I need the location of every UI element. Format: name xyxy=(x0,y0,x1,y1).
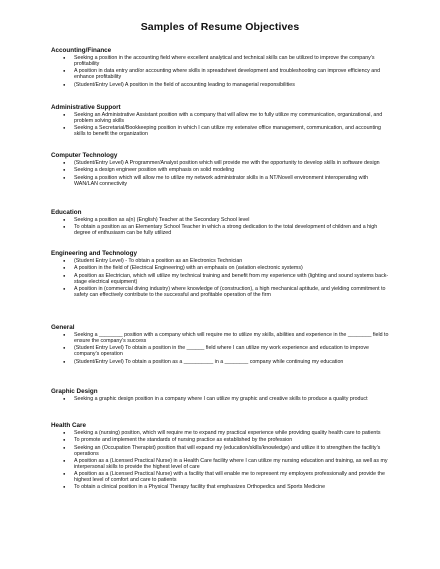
section-heading: Engineering and Technology xyxy=(51,250,137,257)
list-item: ● Seeking a design engineer position with emphasis on solid modeling xyxy=(51,167,391,173)
list-item: ● A position as Electrician, which will utilize my technical training and benefit from my experience with (lighting and sound systems back-stage electrical equipment) xyxy=(51,273,391,285)
list-item: ● A position in the field of (Electrical Engineering) with an emphasis on (aviation electronic systems) xyxy=(51,265,391,271)
section-health-care xyxy=(51,422,391,492)
list-item: ● Seeking a (nursing) position, which will require me to expand my practical experience while providing quality health care to patients xyxy=(51,430,391,436)
section-administrative-support xyxy=(51,104,391,139)
section-education xyxy=(51,209,391,238)
section-accounting-finance xyxy=(51,47,391,89)
list-item: ● To obtain a position as an Elementary School Teacher in which a strong dedication to the total development of children and a high degree of enthusiasm can be fully utilized xyxy=(51,224,391,236)
list-item: ● Seeking a ________ position with a company which will require me to utilize my skills, abilities and experience in the ________ field to ensure the company’s success xyxy=(51,332,391,344)
list-item: ● A position in data entry and/or accounting where skills in spreadsheet development and troubleshooting can improve efficiency and enhance profitability xyxy=(51,68,391,80)
list-item: ● A position in (commercial diving industry) where knowledge of (construction), a high mechanical aptitude, and yielding commitment to safety can effectively contribute to the successful and profitable operation of the firm xyxy=(51,286,391,298)
list-item: ● Seeking a Secretarial/Bookkeeping position in which I can utilize my extensive office management, communication, and accounting skills to benefit the organization xyxy=(51,125,391,137)
section-heading: Health Care xyxy=(51,422,86,429)
section-computer-technology xyxy=(51,152,391,188)
list-item: ● (Student/Entry Level) A position in the field of accounting leading to managerial responsibilities xyxy=(51,82,391,88)
list-item: ● To promote and implement the standards of nursing practice as established by the profession xyxy=(51,437,391,443)
list-item: ● To obtain a clinical position in a Physical Therapy facility that emphasizes Orthopedics and Sports Medicine xyxy=(51,484,391,490)
list-item: ● (Student/Entry Level) To obtain a position as a __________ in a ________ company while continuing my education xyxy=(51,359,391,365)
list-item: ● Seeking an Administrative Assistant position with a company that will allow me to fully utilize my communication, organizational, and problem solving skills xyxy=(51,112,391,124)
list-item: ● (Student Entry Level) To obtain a position in the ______ field where I can utilize my work experience and education to improve company’s operation xyxy=(51,345,391,357)
list-item: ● A position as a (Licensed Practical Nurse) in a Health Care facility where I can utilize my nursing education and training, as well as my interpersonal skills to provide the highest level of care xyxy=(51,458,391,470)
list-item: ● A position as a (Licensed Practical Nurse) with a facility that will enable me to represent my employers professionally and provide the highest level of comfort and care to patients xyxy=(51,471,391,483)
list-item: ● Seeking a position in the accounting field where excellent analytical and technical skills can be utilized to improve the company’s profitability xyxy=(51,55,391,67)
page-title: Samples of Resume Objectives xyxy=(140,21,300,33)
section-general xyxy=(51,324,391,366)
list-item: ● Seeking a position as a(n) (English) Teacher at the Secondary School level xyxy=(51,217,391,223)
list-item: ● (Student/Entry Level) A Programmer/Analyst position which will provide me with the opportunity to develop skills in software design xyxy=(51,160,391,166)
section-heading: Accounting/Finance xyxy=(51,47,112,54)
section-engineering-technology xyxy=(51,250,391,299)
list-item: ● Seeking an (Occupation Therapist) position that will expand my (education/skills/knowledge) and utilize it to strengthen the facility’s operations xyxy=(51,445,391,457)
list-item: ● Seeking a position which will allow me to utilize my network administrator skills in a NT/Novell environment interoperating with WAN/LAN connectivity xyxy=(51,175,391,187)
section-heading: Administrative Support xyxy=(51,104,121,111)
section-heading: Education xyxy=(51,209,82,216)
list-item: ● (Student Entry Level) - To obtain a position as an Electronics Technician xyxy=(51,258,391,264)
section-heading: General xyxy=(51,324,75,331)
section-heading: Graphic Design xyxy=(51,388,98,395)
section-graphic-design xyxy=(51,388,391,403)
list-item: ● Seeking a graphic design position in a company where I can utilize my graphic and creative skills to produce a quality product xyxy=(51,396,391,402)
section-heading: Computer Technology xyxy=(51,152,118,159)
